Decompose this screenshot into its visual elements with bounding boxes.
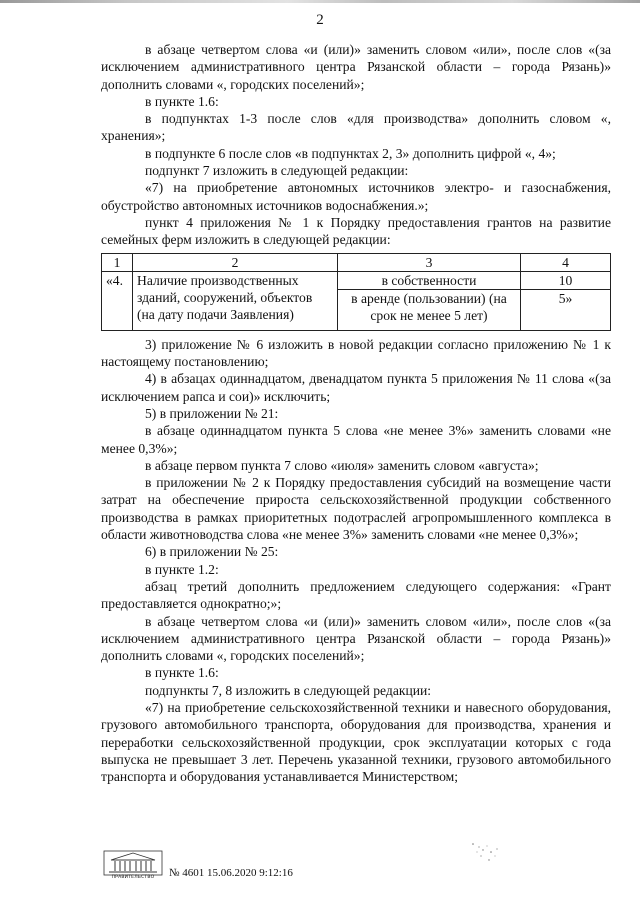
stamp-label: ПРАВИТЕЛЬСТВО <box>111 875 155 880</box>
paragraph: в абзаце одиннадцатом пункта 5 слова «не менее 3%» заменить словами «не менее 0,3%»; <box>101 423 611 456</box>
table-header-cell: 1 <box>102 253 133 271</box>
document-registration-id <box>169 867 293 879</box>
paragraph: абзац третий дополнить предложением следующего содержания: «Грант предоставляется однократно;»; <box>101 578 611 612</box>
table-value: 5» <box>521 290 611 331</box>
paragraph: в пункте 1.6: <box>145 665 219 681</box>
paragraph: в абзаце первом пункта 7 слово «июля» заменить словом «августа»; <box>145 457 539 473</box>
paragraph: 4) в абзацах одиннадцатом, двенадцатом пункта 5 приложения № 11 слова «(за исключением рапса и сои)» исключить; <box>101 371 611 404</box>
scan-speck-marks <box>461 832 511 872</box>
scan-edge <box>0 0 640 3</box>
document-id-text: 4601 15.06.2020 9:12:16 <box>182 867 293 879</box>
paragraph: 5) в приложении № 21: <box>145 405 279 421</box>
paragraph: в подпунктах 1-3 после слов «для производства» дополнить словом «, хранения»; <box>101 111 611 144</box>
paragraph: в абзаце четвертом слова «и (или)» заменить словом «или», после слов «(за исключением административного центра Рязанской области – города Рязань)» дополнить словами «, городских поселений»; <box>101 42 611 92</box>
table-header-cell: 2 <box>133 253 338 271</box>
document-body <box>101 41 611 785</box>
numero-icon: № <box>169 867 180 879</box>
paragraph: в приложении № 2 к Порядку предоставления субсидий на возмещение части затрат на обеспечение прироста сельскохозяйственной продукции собственного производства в рамках приоритетных подотраслей агропромышленного комплекса в области животноводства слова «не менее 3%» заменить словами «не менее 0,3%»; <box>101 475 611 543</box>
table-condition: в собственности <box>338 271 521 289</box>
paragraph: подпункт 7 изложить в следующей редакции: <box>145 163 409 179</box>
paragraph: в абзаце четвертом слова «и (или)» заменить словом «или», после слов «(за исключением административного центра Рязанской области – города Рязань)» дополнить словами «, городских поселений»; <box>101 613 611 664</box>
paragraph: «7) на приобретение сельскохозяйственной техники и навесного оборудования, грузового автомобильного транспорта, оборудования для производства, хранения и переработки сельскохозяйственной продукции, срок эксплуатации которых с года выпуска не превышает 3 лет. Перечень указанной техники, грузового автомобильного транспорта и оборудования устанавливается Министерством; <box>101 699 611 785</box>
table-row <box>102 271 611 289</box>
paragraph: в подпункте 6 после слов «в подпунктах 2, 3» дополнить цифрой «, 4»; <box>145 145 556 161</box>
paragraph: в пункте 1.6: <box>145 93 219 109</box>
table-header-cell: 4 <box>521 253 611 271</box>
table-condition: в аренде (пользовании) (на срок не менее 5 лет) <box>338 290 521 331</box>
paragraph: 6) в приложении № 25: <box>145 544 279 560</box>
page-number: 2 <box>316 12 324 28</box>
table-header-cell: 3 <box>338 253 521 271</box>
paragraph: 3) приложение № 6 изложить в новой редакции согласно приложению № 1 к настоящему постановлению; <box>101 336 611 370</box>
table-header-row <box>102 253 611 271</box>
paragraphs-before-table <box>101 41 611 249</box>
paragraph: «7) на приобретение автономных источников электро- и газоснабжения, обустройство автономных источников водоснабжения.»; <box>101 180 611 213</box>
table-row-label: Наличие производственных зданий, сооружений, объектов (на дату подачи Заявления) <box>133 271 338 330</box>
paragraph: подпункты 7, 8 изложить в следующей редакции: <box>145 682 432 698</box>
grant-criteria-table <box>101 253 611 331</box>
table-row-prefix: «4. <box>102 271 133 330</box>
table-value: 10 <box>521 271 611 289</box>
paragraph: пункт 4 приложения № 1 к Порядку предоставления грантов на развитие семейных ферм изложить в следующей редакции: <box>101 214 611 248</box>
footer <box>101 850 621 890</box>
paragraphs-after-table <box>101 336 611 786</box>
paragraph: в пункте 1.2: <box>145 561 219 577</box>
